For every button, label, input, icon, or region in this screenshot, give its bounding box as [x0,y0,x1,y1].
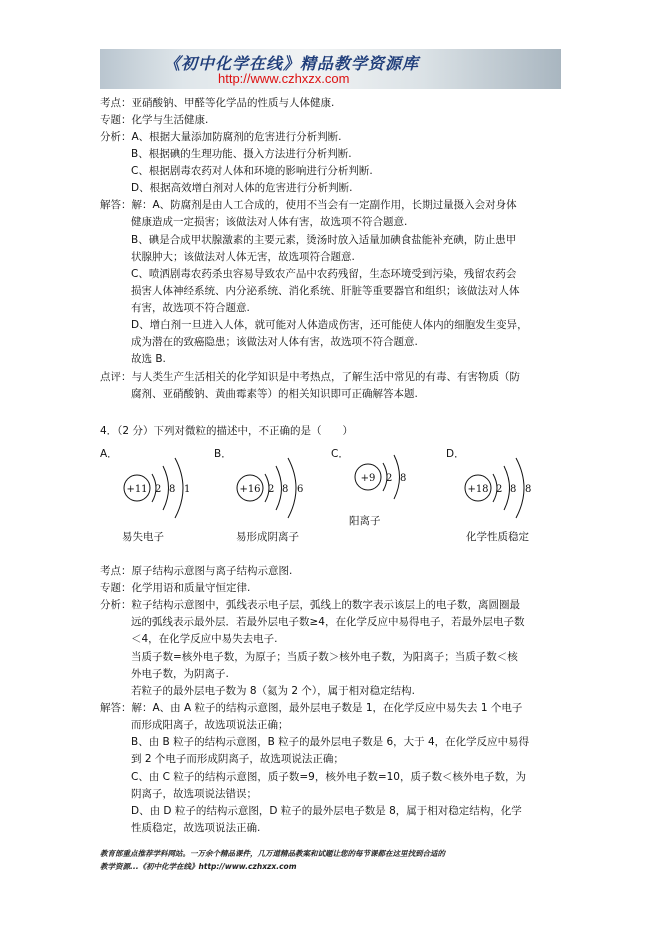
shell-c-2 [394,455,400,499]
shell-b-count: 6 [297,484,304,495]
shell-d-count: 8 [525,484,532,495]
q4-stem: 4．（2 分）下列对微粒的描述中，不正确的是（ ） [100,425,353,437]
q4-line: 专题：化学用语和质量守恒定律. [100,582,251,594]
q4-line: D、由 D 粒子的结构示意图，D 粒子的最外层电子数是 8，属于相对稳定结构，化学 [131,805,522,817]
q3-line: 有害，故选项不符合题意. [131,302,250,314]
shell-b-count: 8 [282,484,289,495]
q3-line: B、碘是合成甲状腺激素的主要元素，烫汤时放入适量加碘食盐能补充碘，防止患甲 [131,234,517,246]
shell-a-count: 8 [169,484,176,495]
q3-line: 专题：化学与生活健康. [100,114,209,126]
shell-a-2 [163,466,169,510]
q3-line: 健康造成一定损害；该做法对人体有害，故选项不符合题意. [131,216,408,228]
q3-line: D、增白剂一旦进入人体，就可能对人体造成伤害，还可能使人体内的细胞发生变异， [131,319,528,331]
shell-c-count: 2 [386,473,393,484]
shell-b-2 [276,466,282,510]
q4-line: 当质子数=核外电子数，为原子；当质子数＞核外电子数，为阳离子；当质子数＜核 [131,651,518,663]
nucleus-a-charge: +11 [126,484,148,495]
nucleus-c-charge: +9 [360,473,376,484]
shell-b-count: 2 [268,484,275,495]
q3-line: 状腺肿大；该做法对人体无害，故选项符合题意. [131,251,355,263]
q3-line: 损害人体神经系统、内分泌系统、消化系统、肝脏等重要器官和组织；该做法对人体 [131,285,520,297]
footer-line: 教学资源...《初中化学在线》http://www.czhxzx.com [100,862,297,871]
q3-line: 点评：与人类生产生活相关的化学知识是中考热点，了解生活中常见的有毒、有害物质（防 [100,371,520,383]
q3-line: 解答：解：A、防腐剂是由人工合成的，使用不当会有一定副作用，长期过量摄入会对身体 [100,199,517,211]
option-a-letter: A． [100,448,118,460]
q4-line: 阴离子，故选项说法错误； [131,788,257,800]
q4-line: 解答：解：A、由 A 粒子的结构示意图，最外层电子数是 1，在化学反应中易失去 1 个电子 [100,702,523,714]
q3-line: 成为潜在的致癌隐患；该做法对人体有害，故选项不符合题意. [131,336,418,348]
q4-line: C、由 C 粒子的结构示意图，质子数=9，核外电子数=10，质子数＜核外电子数，为 [131,771,526,783]
q3-line: 分析：A、根据大量添加防腐剂的危害进行分析判断. [100,131,342,143]
nucleus-b-charge: +16 [239,484,261,495]
q3-line: B、根据碘的生理功能、摄入方法进行分析判断. [131,148,352,160]
shell-d-2 [504,466,510,510]
q4-line: 远的弧线表示最外层．若最外层电子数≥4，在化学反应中易得电子，若最外层电子数 [131,616,525,628]
q3-line: 故选 B. [131,353,166,365]
nucleus-d-charge: +18 [467,484,489,495]
q4-line: 外电子数，为阴离子. [131,668,229,680]
q4-line: 分析：粒子结构示意图中，弧线表示电子层，弧线上的数字表示该层上的电子数，离圆圈最 [100,599,520,611]
q4-line: 若粒子的最外层电子数为 8（氦为 2 个），属于相对稳定结构. [131,685,415,697]
q4-line: B、由 B 粒子的结构示意图，B 粒子的最外层电子数是 6，大于 4，在化学反应中易得 [131,736,530,748]
option-b-letter: B． [214,448,232,460]
shell-a-count: 1 [184,484,191,495]
shell-d-count: 2 [496,484,503,495]
q3-line: C、根据剧毒农药对人体和环境的影响进行分析判断. [131,165,373,177]
shell-d-3 [516,458,524,518]
option-d-caption: 化学性质稳定 [466,531,529,543]
option-b-caption: 易形成阴离子 [236,531,299,543]
footer-line: 教育部重点推荐学科网站。一万余个精品课件，几万道精品教案和试题让您的每节课都在这里找到合适的 [100,849,445,858]
option-d-letter: D． [446,448,465,460]
shell-c-count: 8 [400,473,407,484]
shell-a-count: 2 [155,484,162,495]
option-c-letter: C． [331,448,349,460]
q3-line: 腐剂、亚硝酸钠、黄曲霉素等）的相关知识即可正确解答本题. [131,388,418,400]
banner-title: 《初中化学在线》精品教学资源库 [164,54,420,73]
shell-d-count: 8 [510,484,517,495]
banner-url[interactable]: http://www.czhxzx.com [218,71,350,86]
q3-line: 考点：亚硝酸钠、甲醛等化学品的性质与人体健康. [100,97,335,109]
option-a-caption: 易失电子 [122,531,164,543]
q4-line: 到 2 个电子而形成阴离子，故选项说法正确； [131,753,344,765]
q3-line: D、根据高效增白剂对人体的危害进行分析判断. [131,182,353,194]
q4-line: 而形成阳离子，故选项说法正确； [131,719,289,731]
q4-line: 性质稳定，故选项说法正确. [131,822,261,834]
shell-a-3 [175,458,183,518]
shell-b-3 [288,458,296,518]
q4-line: ＜4，在化学反应中易失去电子. [131,633,278,645]
option-c-caption: 阳离子 [349,515,381,527]
q4-line: 考点：原子结构示意图与离子结构示意图. [100,565,293,577]
q3-line: C、喷洒剧毒农药杀虫容易导致农产品中农药残留，生态环境受到污染，残留农药会 [131,268,517,280]
